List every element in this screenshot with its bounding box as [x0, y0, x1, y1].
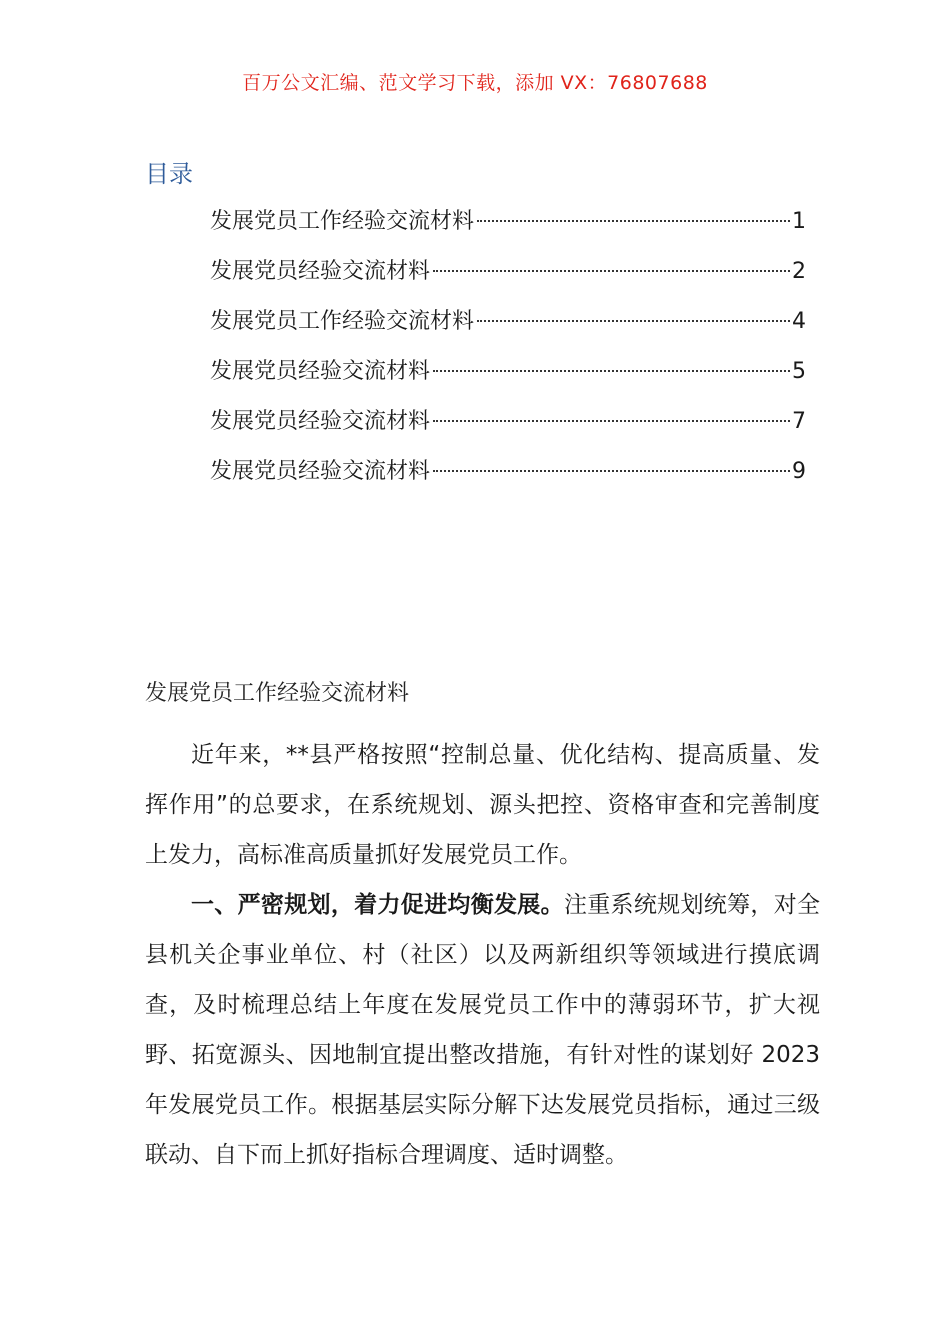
- paragraph-text: 注重系统规划统筹，对全县机关企事业单位、村（社区）以及两新组织等领域进行摸底调查，及时梳理总结上年度在发展党员工作中的薄弱环节，扩大视野、拓宽源头、因地制宜提出整改措施，有针对性的谋划好 2023 年发展党员工作。根据基层实际分解下达发展党员指标，通过三级联动、自下而上抓好指标合理调度、适时调整。: [145, 892, 821, 1168]
- toc-item[interactable]: [210, 450, 806, 500]
- toc-item-label: 发展党员经验交流材料: [210, 359, 431, 384]
- toc-item-label: 发展党员工作经验交流材料: [210, 209, 475, 234]
- header-watermark-note: 百万公文汇编、范文学习下载，添加 VX：76807688: [242, 72, 708, 94]
- article-paragraph: [145, 730, 820, 880]
- toc-leader-dots: [433, 370, 790, 372]
- article-title: 发展党员工作经验交流材料: [145, 681, 410, 706]
- toc-item[interactable]: [210, 200, 806, 250]
- toc-item-page: 1: [792, 209, 806, 234]
- toc-list: [210, 200, 806, 500]
- toc-item-label: 发展党员经验交流材料: [210, 409, 431, 434]
- toc-item[interactable]: [210, 300, 806, 350]
- toc-item-page: 5: [792, 359, 806, 384]
- article-paragraph: [145, 880, 820, 1180]
- article-body: [145, 730, 820, 1180]
- toc-leader-dots: [477, 220, 790, 222]
- toc-item-label: 发展党员经验交流材料: [210, 459, 431, 484]
- toc-leader-dots: [477, 320, 790, 322]
- toc-item[interactable]: [210, 400, 806, 450]
- toc-item[interactable]: [210, 250, 806, 300]
- paragraph-text: 近年来，**县严格按照“控制总量、优化结构、提高质量、发挥作用”的总要求，在系统规划、源头把控、资格审查和完善制度上发力，高标准高质量抓好发展党员工作。: [145, 742, 820, 868]
- toc-item-page: 4: [792, 309, 806, 334]
- toc-leader-dots: [433, 470, 790, 472]
- toc-item[interactable]: [210, 350, 806, 400]
- toc-item-page: 9: [792, 459, 806, 484]
- paragraph-lead-heading: 一、严密规划，着力促进均衡发展。: [191, 892, 564, 918]
- toc-leader-dots: [433, 270, 790, 272]
- toc-item-page: 2: [792, 259, 806, 284]
- toc-title: 目录: [145, 160, 193, 188]
- toc-item-page: 7: [792, 409, 806, 434]
- toc-item-label: 发展党员经验交流材料: [210, 259, 431, 284]
- toc-leader-dots: [433, 420, 790, 422]
- toc-item-label: 发展党员工作经验交流材料: [210, 309, 475, 334]
